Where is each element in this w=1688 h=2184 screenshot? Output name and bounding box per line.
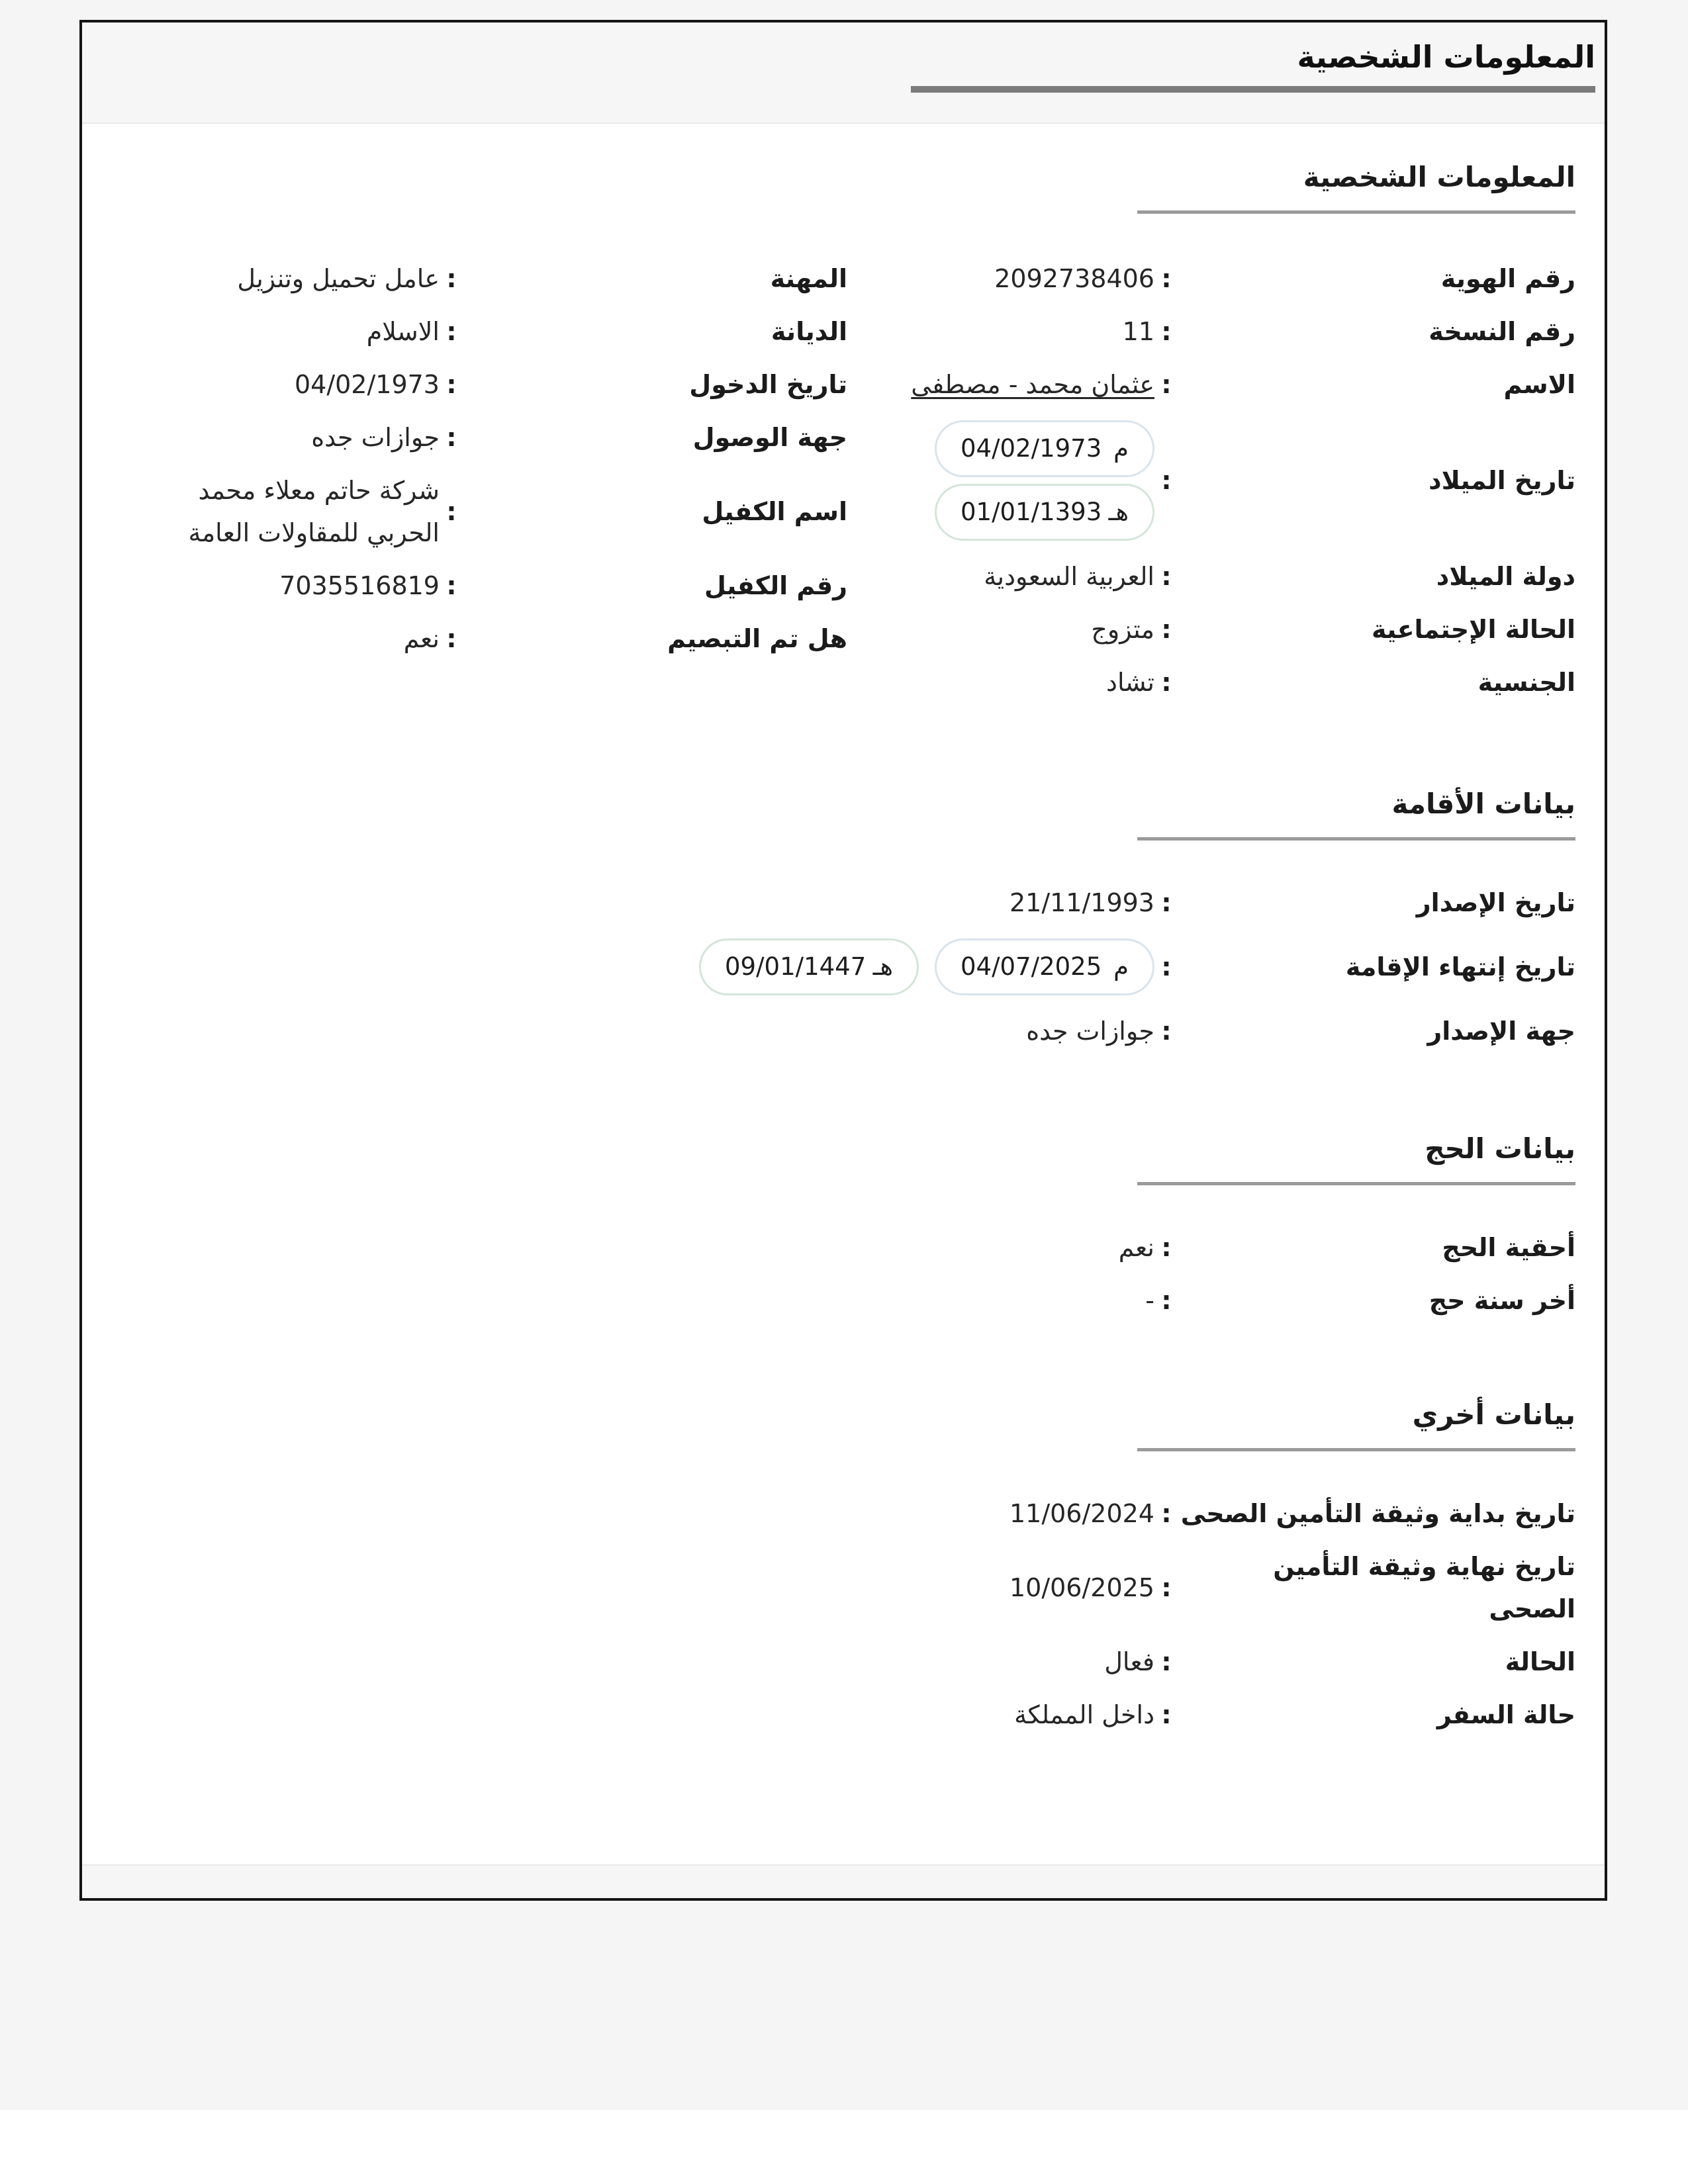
colon: : [446,423,457,452]
field-label: جهة الإصدار [1427,1017,1575,1046]
colon: : [1161,1647,1172,1676]
field-row-insurance-end [115,1545,1575,1630]
report-header [82,23,1605,124]
hajj-rows [115,1226,1575,1322]
field-value [115,934,1154,999]
other-rows [115,1492,1575,1736]
field-label: تاريخ الدخول [689,370,847,399]
field-value: 10/06/2025 [1009,1573,1154,1602]
colon: : [446,571,457,600]
field-label: جهة الوصول [692,423,847,452]
field-label: الجنسية [1477,668,1575,697]
field-label: رقم النسخة [1429,317,1575,346]
field-value: عامل تحميل وتنزيل [237,264,440,293]
gregorian-prefix: م [1113,434,1129,463]
colon: : [446,497,457,526]
hijri-prefix: هـ [872,952,893,981]
field-label: تاريخ الإصدار [1416,888,1575,917]
field-value: جوازات جده [311,423,440,452]
field-value: 2092738406 [994,264,1154,293]
personal-right-column [847,257,1575,714]
field-row-nationality [847,661,1575,704]
field-label: تاريخ الميلاد [1429,466,1575,495]
colon: : [1161,562,1172,591]
colon: : [1161,952,1172,981]
section-heading-residence: بيانات الأقامة [1391,788,1575,820]
colon: : [1161,1499,1172,1528]
field-value: نعم [403,624,440,653]
field-row-status [115,1641,1575,1683]
field-row-id-number [847,257,1575,300]
field-value: تشاد [1106,668,1154,697]
colon: : [1161,1700,1172,1729]
field-row-religion [115,310,847,353]
gregorian-date-pill [935,420,1154,477]
field-row-marital-status [847,608,1575,651]
field-row-hajj-eligibility [115,1226,1575,1269]
colon: : [1161,466,1172,495]
hijri-date: 01/01/1393 [961,498,1102,526]
section-heading-personal: المعلومات الشخصية [1303,161,1575,193]
section-divider [1137,1448,1575,1451]
colon: : [1161,668,1172,697]
field-row-insurance-start [115,1492,1575,1535]
field-row-profession [115,257,847,300]
field-label: اسم الكفيل [702,497,847,526]
field-row-arrival-port [115,416,847,459]
field-value: الاسلام [366,317,440,346]
gregorian-date: 04/02/1973 [961,434,1102,463]
colon: : [1161,1233,1172,1262]
field-row-fingerprinted [115,617,847,660]
field-label: الديانة [771,317,847,346]
field-label: رقم الهوية [1440,264,1575,293]
hijri-prefix: هـ [1108,498,1129,526]
field-value: 11/06/2024 [1009,1499,1154,1528]
field-value [847,416,1154,545]
field-value: داخل المملكة [1014,1700,1154,1729]
field-value: - [1145,1286,1154,1315]
field-row-version-number [847,310,1575,353]
field-row-entry-date [115,363,847,406]
colon: : [1161,370,1172,399]
field-value: جوازات جده [1026,1017,1154,1046]
gregorian-date-pill [935,938,1154,995]
hijri-date-pill [935,484,1154,541]
field-row-birth-date [847,416,1575,545]
field-row-birth-country [847,555,1575,598]
field-row-sponsor-name [115,469,847,554]
colon: : [1161,1573,1172,1602]
field-label: تاريخ نهاية وثيقة التأمين الصحى [1273,1552,1575,1623]
section-divider [1137,1182,1575,1185]
colon: : [1161,888,1172,917]
field-label: الاسم [1503,370,1575,399]
report-footer [82,1864,1605,1894]
field-label: تاريخ إنتهاء الإقامة [1345,952,1575,981]
field-row-issuing-authority [115,1010,1575,1052]
hijri-date-pill [699,938,919,995]
section-divider [1137,210,1575,214]
field-value: متزوج [1091,615,1154,644]
colon: : [1161,615,1172,644]
field-row-issue-date [115,882,1575,924]
field-value: 11 [1122,317,1154,346]
field-value: فعال [1104,1647,1154,1676]
field-value: 7035516819 [279,571,440,600]
personal-left-column [115,257,847,714]
field-label: المهنة [770,264,847,293]
field-label: الحالة الإجتماعية [1372,615,1575,644]
field-value: العربية السعودية [984,562,1154,591]
section-divider [1137,837,1575,841]
colon: : [446,264,457,293]
field-value [847,363,1154,406]
personal-information-report [79,20,1607,1901]
field-label: الحالة [1505,1647,1575,1676]
field-row-last-hajj-year [115,1279,1575,1322]
colon: : [1161,1286,1172,1315]
field-value: نعم [1118,1233,1154,1262]
field-label: تاريخ بداية وثيقة التأمين الصحى [1180,1499,1575,1528]
field-value: شركة حاتم معلاء محمد الحربي للمقاولات العامة [188,476,440,547]
colon: : [1161,264,1172,293]
field-row-residence-expiry [115,934,1575,999]
page-title: المعلومات الشخصية [1297,39,1595,75]
report-body [82,124,1605,1864]
field-label: أخر سنة حج [1429,1286,1575,1315]
gregorian-prefix: م [1113,952,1129,981]
field-value: 21/11/1993 [1009,888,1154,917]
personal-columns [115,257,1575,714]
colon: : [1161,1017,1172,1046]
colon: : [446,624,457,653]
birth-date-pills [851,416,1154,545]
field-label: أحقية الحج [1442,1233,1575,1262]
field-value: 04/02/1973 [294,370,440,399]
field-label: هل تم التبصيم [667,624,847,653]
section-heading-hajj: بيانات الحج [1425,1132,1575,1165]
field-row-name [847,363,1575,406]
field-row-sponsor-number [115,565,847,607]
field-label: حالة السفر [1436,1700,1575,1729]
section-heading-other: بيانات أخري [1412,1398,1575,1431]
field-label: رقم الكفيل [704,571,847,600]
name-link[interactable]: عثمان محمد - مصطفى [911,370,1154,399]
hijri-date: 09/01/1447 [725,952,867,981]
field-row-travel-status [115,1694,1575,1736]
colon: : [446,370,457,399]
gregorian-date: 04/07/2025 [961,952,1102,981]
residence-expiry-pills [119,934,1154,999]
title-underline-bar [911,86,1595,93]
colon: : [1161,317,1172,346]
colon: : [446,317,457,346]
field-label: دولة الميلاد [1436,562,1575,591]
residence-rows [115,882,1575,1052]
